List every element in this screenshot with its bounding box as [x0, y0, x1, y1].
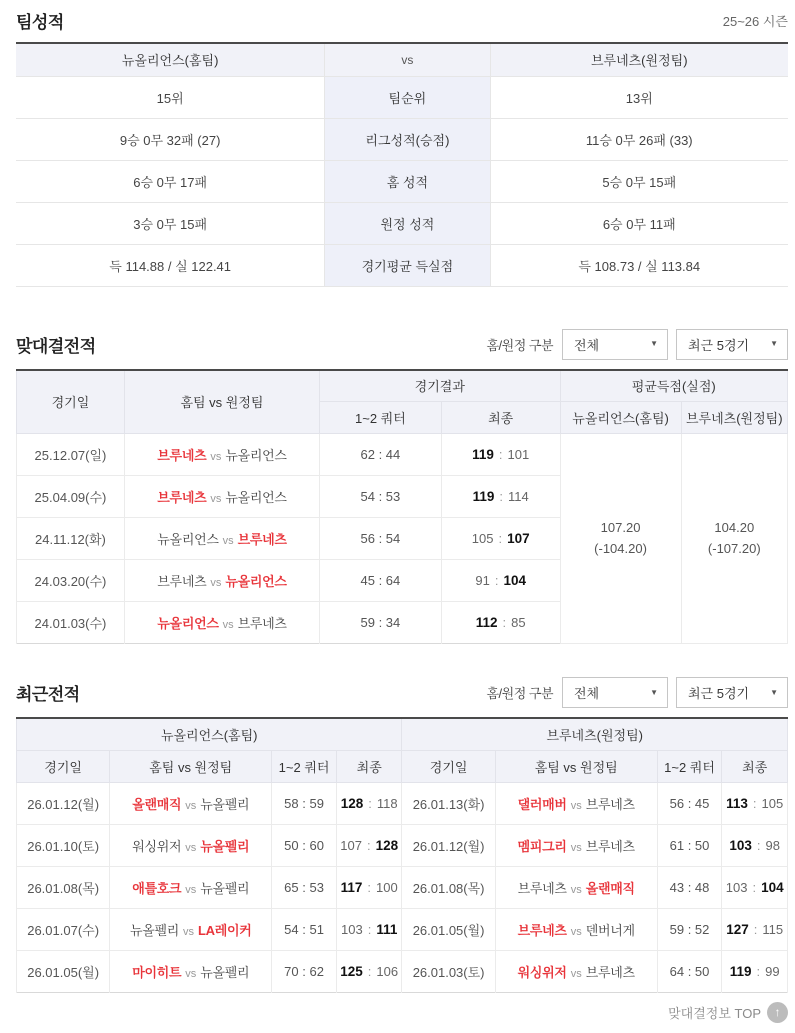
home-away-filter-label: 홈/원정 구분 [486, 686, 553, 701]
date-cell: 26.01.13(화) [402, 782, 495, 824]
quarter-score-cell: 58 : 59 [272, 782, 337, 824]
final-away-score: 98 [765, 837, 781, 853]
home-team-name: 브루네츠 [517, 922, 567, 938]
final-score-cell [336, 908, 402, 950]
col-header-matchup: 홈팀 vs 원정팀 [124, 370, 319, 434]
final-score-cell [722, 824, 788, 866]
col-header-avg-away: 브루네츠(원정팀) [681, 402, 787, 434]
final-home-score: 125 [340, 963, 363, 979]
home-team-name: 애틀호크 [132, 880, 182, 896]
final-score-cell [441, 476, 560, 518]
score-separator: : [756, 963, 761, 979]
recent-records-section [16, 677, 788, 1027]
h2h-home-away-select-value: 전체 [574, 337, 600, 353]
vs-label: vs [570, 967, 582, 980]
final-home-score: 119 [472, 447, 494, 462]
final-score-cell [441, 602, 560, 644]
vs-label: vs [210, 493, 222, 505]
vs-label: vs [210, 451, 222, 463]
final-home-score: 103 [725, 879, 748, 895]
quarter-score-cell: 54 : 51 [272, 908, 337, 950]
home-team-name: 올랜매직 [132, 796, 182, 812]
recent-range-select[interactable] [676, 677, 788, 708]
home-team-name: 마이히트 [132, 964, 182, 980]
home-team-name: 브루네츠 [157, 574, 207, 589]
team-stats-table [16, 42, 788, 287]
away-team-name: 브루네츠 [585, 796, 635, 812]
score-separator: : [752, 879, 757, 895]
col-group-average: 평균득점(실점) [560, 370, 787, 402]
h2h-range-select[interactable] [676, 329, 788, 360]
vs-label: vs [222, 619, 234, 631]
final-away-score: 104 [503, 573, 526, 588]
final-away-score: 118 [376, 795, 398, 811]
home-team-name: 워싱위저 [517, 964, 567, 980]
home-team-name: 브루네츠 [517, 880, 567, 896]
away-team-name: 뉴올리언스 [225, 574, 287, 589]
team-stats-section [16, 8, 788, 287]
recent-records-title: 최근전적 [16, 685, 80, 704]
final-score-cell [722, 908, 788, 950]
away-team-name: 덴버너게 [585, 922, 635, 938]
score-separator: : [366, 837, 371, 853]
vs-label: vs [222, 535, 234, 547]
quarter-score-cell: 61 : 50 [657, 824, 722, 866]
final-away-score: 128 [375, 837, 399, 853]
score-separator: : [499, 489, 503, 504]
date-cell: 25.12.07(일) [17, 434, 125, 476]
date-cell: 26.01.07(수) [17, 908, 110, 950]
final-score-cell [722, 782, 788, 824]
home-team-name: 댈러매버 [517, 796, 567, 812]
final-away-score: 104 [761, 879, 784, 895]
team-stats-row [16, 118, 788, 160]
team-stats-row [16, 160, 788, 202]
final-home-score: 119 [729, 963, 752, 979]
away-stat-value: 11승 0무 26패 (33) [490, 118, 788, 160]
final-score-cell [336, 782, 402, 824]
recent-filters [486, 677, 788, 708]
h2h-filters [486, 329, 788, 360]
final-away-score: 106 [376, 963, 399, 979]
final-away-score: 107 [507, 531, 530, 546]
away-team-name: 올랜매직 [585, 880, 635, 896]
score-separator: : [502, 615, 507, 630]
home-stat-value: 득 114.88 / 실 122.41 [16, 244, 325, 286]
matchup-cell [495, 866, 657, 908]
score-separator: : [753, 921, 758, 937]
stat-label: 원정 성적 [325, 202, 490, 244]
away-team-name: 뉴올펠리 [200, 838, 250, 854]
vs-label: vs [570, 799, 582, 812]
final-score-cell [441, 518, 560, 560]
quarter-score-cell: 59 : 34 [320, 602, 442, 644]
final-away-score: 115 [762, 921, 784, 937]
season-label: 25~26 시즌 [722, 14, 788, 29]
final-home-score: 112 [475, 615, 498, 630]
date-cell: 26.01.05(월) [17, 950, 110, 992]
stat-label: 팀순위 [325, 76, 490, 118]
head-to-head-section [16, 329, 788, 645]
team-stats-row [16, 244, 788, 286]
recent-records-table [16, 717, 788, 993]
score-separator: : [498, 447, 503, 462]
date-cell: 26.01.08(목) [402, 866, 495, 908]
matchup-cell [124, 602, 319, 644]
final-home-score: 119 [472, 489, 495, 504]
final-away-score: 99 [765, 963, 780, 979]
vs-label: vs [185, 883, 197, 896]
date-cell: 26.01.08(목) [17, 866, 110, 908]
final-away-score: 114 [508, 489, 529, 504]
final-home-score: 103 [341, 921, 363, 937]
home-team-name: 워싱위저 [132, 838, 182, 854]
quarter-score-cell: 65 : 53 [272, 866, 337, 908]
head-to-head-title: 맞대결전적 [16, 336, 96, 356]
stat-label: 경기평균 득실점 [325, 244, 490, 286]
vs-label: vs [185, 799, 197, 812]
final-score-cell [441, 434, 560, 476]
col-header-quarter: 1~2 쿼터 [272, 750, 337, 782]
away-team-name: LA레이커 [198, 922, 252, 938]
home-team-name: 멤피그리 [517, 838, 567, 854]
away-team-name: 브루네츠 [237, 616, 287, 631]
vs-label: vs [570, 925, 582, 938]
date-cell: 26.01.03(토) [402, 950, 495, 992]
score-separator: : [367, 921, 372, 937]
date-cell: 26.01.10(토) [17, 824, 110, 866]
avg-home-conceded: (-104.20) [594, 540, 647, 556]
final-score-cell [336, 866, 402, 908]
home-away-filter-label: 홈/원정 구분 [486, 337, 553, 353]
col-header-avg-home: 뉴올리언스(홈팀) [560, 402, 681, 434]
final-score-cell [441, 560, 560, 602]
avg-home-cell [560, 434, 681, 644]
quarter-score-cell: 64 : 50 [657, 950, 722, 992]
final-away-score: 105 [761, 795, 784, 811]
quarter-score-cell: 45 : 64 [320, 560, 442, 602]
recent-row [17, 950, 788, 992]
date-cell: 26.01.12(월) [402, 824, 495, 866]
away-team-name: 브루네츠 [585, 964, 635, 980]
home-team-name: 뉴올펠리 [129, 922, 179, 938]
away-team-name: 뉴올펠리 [200, 796, 250, 812]
date-cell: 25.04.09(수) [17, 476, 125, 518]
score-separator: : [752, 795, 757, 811]
away-team-header: 브루네츠(원정팀) [490, 43, 788, 76]
home-team-name: 브루네츠 [157, 490, 207, 505]
col-group-result: 경기결과 [320, 370, 561, 402]
final-home-score: 127 [726, 921, 749, 937]
final-away-score: 101 [507, 447, 530, 462]
recent-row [17, 866, 788, 908]
vs-label: vs [325, 43, 490, 76]
date-cell: 26.01.05(월) [402, 908, 495, 950]
date-cell: 24.03.20(수) [17, 560, 125, 602]
matchup-cell [110, 908, 272, 950]
col-header-quarter: 1~2 쿼터 [657, 750, 722, 782]
team-stats-header-row [16, 43, 788, 76]
score-separator: : [498, 531, 503, 546]
away-team-name: 뉴올펠리 [200, 880, 250, 896]
team-stats-title: 팀성적 [16, 13, 64, 32]
quarter-score-cell: 50 : 60 [272, 824, 337, 866]
quarter-score-cell: 62 : 44 [320, 434, 442, 476]
final-home-score: 113 [726, 795, 748, 811]
avg-away-points: 104.20 [714, 520, 755, 536]
final-score-cell [722, 866, 788, 908]
matchup-cell [110, 782, 272, 824]
quarter-score-cell: 59 : 52 [657, 908, 722, 950]
final-home-score: 128 [340, 795, 364, 811]
away-team-name: 뉴올펠리 [200, 964, 250, 980]
matchup-cell [110, 950, 272, 992]
away-team-name: 브루네츠 [585, 838, 635, 854]
matchup-cell [124, 518, 319, 560]
matchup-cell [124, 476, 319, 518]
matchup-cell [495, 950, 657, 992]
matchup-cell [124, 560, 319, 602]
date-cell: 26.01.12(월) [17, 782, 110, 824]
col-header-date: 경기일 [402, 750, 495, 782]
home-stat-value: 3승 0무 15패 [16, 202, 325, 244]
back-to-top-link[interactable] [16, 1002, 788, 1027]
matchup-cell [495, 824, 657, 866]
recent-row [17, 908, 788, 950]
home-group-header: 뉴올리언스(홈팀) [17, 718, 402, 750]
vs-label: vs [570, 841, 582, 854]
recent-range-select-value: 최근 5경기 [688, 686, 750, 701]
score-separator: : [367, 879, 372, 895]
col-header-date: 경기일 [17, 370, 125, 434]
avg-away-cell [681, 434, 787, 644]
matchup-cell [495, 908, 657, 950]
score-separator: : [494, 573, 499, 588]
matchup-cell [124, 434, 319, 476]
away-team-name: 브루네츠 [237, 532, 287, 547]
final-away-score: 111 [376, 921, 398, 937]
recent-row [17, 782, 788, 824]
recent-home-away-select[interactable] [562, 677, 668, 708]
col-header-quarter: 1~2 쿼터 [320, 402, 442, 434]
final-score-cell [722, 950, 788, 992]
chevron-down-icon: ▼ [650, 687, 658, 697]
col-header-final: 최종 [336, 750, 402, 782]
home-stat-value: 9승 0무 32패 (27) [16, 118, 325, 160]
recent-row [17, 824, 788, 866]
stat-label: 홈 성적 [325, 160, 490, 202]
matchup-cell [110, 866, 272, 908]
quarter-score-cell: 70 : 62 [272, 950, 337, 992]
final-home-score: 107 [340, 837, 362, 853]
quarter-score-cell: 43 : 48 [657, 866, 722, 908]
chevron-down-icon: ▼ [650, 339, 658, 348]
final-home-score: 117 [340, 879, 363, 895]
score-separator: : [368, 795, 372, 811]
score-separator: : [367, 963, 372, 979]
date-cell: 24.01.03(수) [17, 602, 125, 644]
away-stat-value: 13위 [490, 76, 788, 118]
final-away-score: 100 [376, 879, 398, 895]
h2h-home-away-select[interactable] [562, 329, 668, 360]
team-stats-row [16, 76, 788, 118]
vs-label: vs [570, 883, 582, 896]
date-cell: 24.11.12(화) [17, 518, 125, 560]
final-away-score: 85 [511, 615, 526, 630]
quarter-score-cell: 56 : 45 [657, 782, 722, 824]
team-stats-row [16, 202, 788, 244]
final-score-cell [336, 950, 402, 992]
final-home-score: 91 [475, 573, 490, 588]
h2h-range-select-value: 최근 5경기 [688, 337, 750, 353]
matchup-cell [495, 782, 657, 824]
avg-away-conceded: (-107.20) [707, 540, 761, 556]
score-separator: : [756, 837, 761, 853]
vs-label: vs [183, 925, 194, 938]
home-team-name: 뉴올리언스 [157, 616, 219, 631]
chevron-down-icon: ▼ [770, 687, 778, 697]
chevron-down-icon: ▼ [770, 339, 778, 348]
vs-label: vs [185, 841, 197, 854]
home-stat-value: 6승 0무 17패 [16, 160, 325, 202]
away-stat-value: 5승 0무 15패 [490, 160, 788, 202]
away-stat-value: 6승 0무 11패 [490, 202, 788, 244]
back-to-top-label: 맞대결정보 TOP [668, 1005, 761, 1021]
vs-label: vs [185, 967, 197, 980]
col-header-matchup: 홈팀 vs 원정팀 [110, 750, 272, 782]
final-score-cell [336, 824, 402, 866]
final-home-score: 103 [729, 837, 752, 853]
col-header-date: 경기일 [17, 750, 110, 782]
vs-label: vs [210, 577, 222, 589]
away-stat-value: 득 108.73 / 실 113.84 [490, 244, 788, 286]
final-home-score: 105 [471, 531, 494, 546]
avg-home-points: 107.20 [600, 520, 641, 536]
matchup-cell [110, 824, 272, 866]
top-arrow-icon[interactable]: ↑ [767, 1002, 788, 1023]
away-group-header: 브루네츠(원정팀) [402, 718, 788, 750]
col-header-matchup: 홈팀 vs 원정팀 [495, 750, 657, 782]
col-header-final: 최종 [722, 750, 788, 782]
quarter-score-cell: 54 : 53 [320, 476, 442, 518]
home-team-name: 브루네츠 [157, 448, 207, 463]
h2h-row [17, 434, 788, 476]
home-team-name: 뉴올리언스 [157, 532, 219, 547]
home-stat-value: 15위 [16, 76, 325, 118]
recent-home-away-select-value: 전체 [574, 686, 600, 701]
quarter-score-cell: 56 : 54 [320, 518, 442, 560]
away-team-name: 뉴올리언스 [225, 448, 287, 463]
head-to-head-table [16, 369, 788, 645]
stat-label: 리그성적(승점) [325, 118, 490, 160]
col-header-final: 최종 [441, 402, 560, 434]
away-team-name: 뉴올리언스 [225, 490, 287, 505]
home-team-header: 뉴올리언스(홈팀) [16, 43, 325, 76]
